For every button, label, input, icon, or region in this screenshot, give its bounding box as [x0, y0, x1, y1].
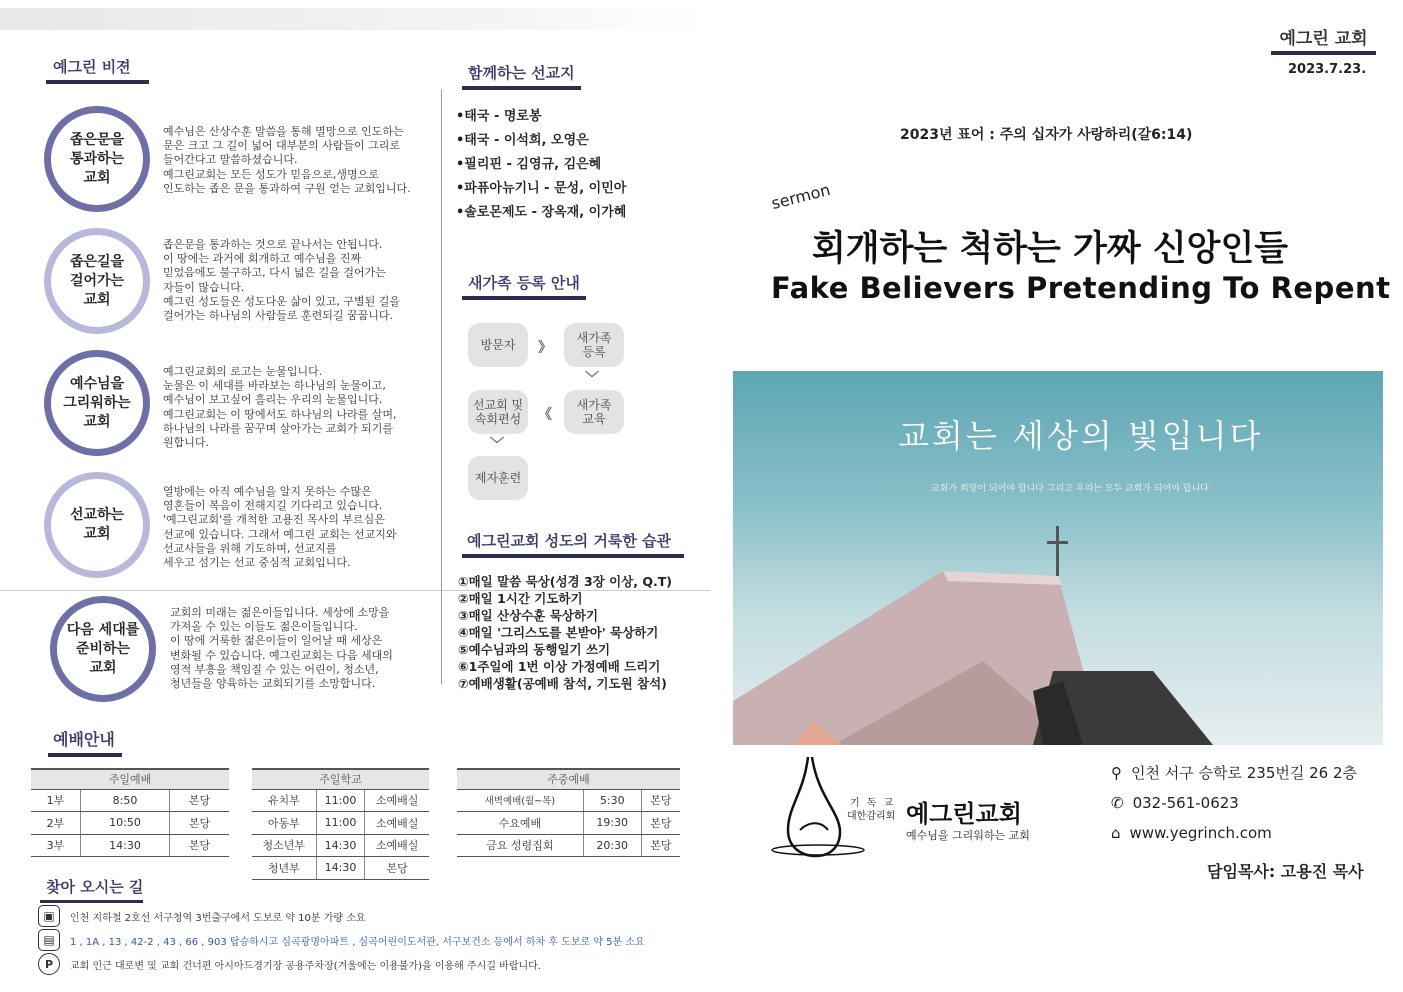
vision-text-1: 예수님은 산상수훈 말씀을 통해 멸망으로 인도하는 문은 크고 그 길이 넓어 대부분의 사람들이 그리로 들어간다고 말씀하셨습니다. 예그린교회는 모든 성도가 믿음으로,생명으로 인도하는 좁은 문을 통과하여 구원 얻는 교회입니다. [163, 125, 411, 195]
table-row: 유치부 11:00 소예배실 [252, 789, 429, 812]
address: 인천 서구 승학로 235번길 26 2층 [1131, 764, 1358, 782]
mission-item: •솔로몬제도 - 장옥재, 이가혜 [456, 205, 627, 220]
step-visitor: 방문자 [468, 323, 528, 367]
subway-icon: ▣ [38, 905, 60, 927]
phone-icon: ✆ [1111, 794, 1124, 812]
address-row [1111, 762, 1357, 783]
mission-item: •파퓨아뉴기니 - 문성, 이민아 [456, 181, 627, 196]
church-tag: 예그린 교회 [1271, 24, 1376, 55]
missions-list [456, 105, 626, 225]
table-row: 2부 10:50 본당 [31, 812, 229, 835]
registration-title: 새가족 등록 안내 [462, 272, 586, 300]
vision-text-3: 예그린교회의 로고는 눈물입니다. 눈물은 이 세대를 바라보는 하나님의 눈물이고, 예수님이 보고싶어 흘리는 우리의 눈물입니다. 예그린교회는 이 땅에서도 하나님의 나라를 살며, 하나님의 나라를 꿈꾸며 살아가는 교회가 되기를 원합니다. [163, 365, 397, 450]
sermon-label: sermon [769, 180, 833, 213]
habit-item: ⑥1주일에 1번 이상 가정예배 드리기 [458, 659, 661, 674]
column-separator [441, 90, 442, 684]
vision-circle-5: 다음 세대를 준비하는 교회 [50, 596, 156, 702]
direction-text: 인천 지하철 2호선 서구청역 3번출구에서 도보로 약 10분 가량 소요 [70, 912, 366, 924]
vision-circle-1: 좁은문을 통과하는 교회 [44, 106, 150, 212]
table-row: 수요예배 19:30 본당 [457, 812, 680, 835]
logo-name: 예그린교회 [906, 800, 1022, 828]
arrow-left: 《 [538, 407, 552, 423]
mission-item: •태국 - 명로봉 [456, 109, 542, 124]
table-header: 주중예배 [457, 769, 680, 789]
table-row: 1부 8:50 본당 [31, 789, 229, 812]
table-header: 주일예배 [31, 769, 229, 789]
arrow-down-1: ﹀ [585, 371, 599, 387]
habit-item: ⑦예배생활(공예배 참석, 기도원 참석) [458, 676, 667, 691]
cover-photo [733, 371, 1383, 745]
worship-table-sunday-school [252, 768, 429, 880]
direction-text: 1 , 1A , 13 , 42-2 , 43 , 66 , 903 탑승하시고 심곡광명아파트 , 심곡어린이도서관, 서구보건소 등에서 하차 후 도보로 약 5분 소요 [70, 936, 645, 948]
habit-item: ②매일 1시간 기도하기 [458, 591, 583, 606]
logo-denomination: 기 독 교 대한감리회 [847, 798, 896, 822]
vision-circle-3: 예수님을 그리워하는 교회 [44, 350, 150, 456]
phone-row [1111, 794, 1239, 812]
sermon-title-en: Fake Believers Pretending To Repent [771, 271, 1391, 305]
direction-bus [38, 929, 645, 951]
vision-title: 예그린 비젼 [46, 56, 149, 84]
directions-title: 찾아 오시는 길 [40, 876, 143, 903]
logo-slogan: 예수님을 그리워하는 교회 [906, 829, 1030, 842]
habit-item: ⑤예수님과의 동행일기 쓰기 [458, 642, 611, 657]
direction-subway [38, 905, 366, 927]
worship-table-weekday [457, 768, 680, 857]
missions-title: 함께하는 선교지 [462, 62, 581, 90]
table-row: 아동부 11:00 소예배실 [252, 812, 429, 835]
vision-circle-4: 선교하는 교회 [44, 472, 150, 578]
mission-item: •태국 - 이석희, 오영은 [456, 133, 589, 148]
pastor: 담임목사: 고용진 목사 [1207, 862, 1364, 881]
table-row: 새벽예배(월~목) 5:30 본당 [457, 789, 680, 812]
worship-title: 예배안내 [48, 727, 122, 757]
table-header: 주일학교 [252, 769, 429, 789]
step-register: 새가족 등록 [564, 323, 624, 367]
photo-headline: 교회는 세상의 빛입니다 [898, 417, 1264, 455]
arrow-down-2: ﹀ [490, 437, 504, 453]
vision-text-5: 교회의 미래는 젊은이들입니다. 세상에 소망을 가져올 수 있는 이들도 젊은이들입니다. 이 땅에 거룩한 젊은이들이 일어날 때 세상은 변화될 수 있습니다. 예그린교회는 다음 세대의 영적 부흥을 책임질 수 있는 어린이, 청소년, 청년들을 양육하는 교회되기를 소망합니다. [170, 606, 393, 691]
website-row [1111, 824, 1272, 842]
table-row: 청소년부 14:30 소예배실 [252, 834, 429, 857]
habit-item: ④매일 '그리스도를 본받아' 묵상하기 [458, 625, 659, 640]
home-icon: ⌂ [1111, 824, 1121, 842]
habits-list [458, 573, 672, 692]
vision-text-2: 좁은문을 통과하는 것으로 끝나서는 안됩니다. 이 땅에는 과거에 회개하고 예수님을 진짜 믿었음에도 불구하고, 다시 넓은 길을 걸어가는 자들이 많습니다. 예그린 성도들은 성도다운 삶이 있고, 구별된 길을 걸어가는 하나님의 사람들로 훈련되길 꿈꿉니다. [163, 238, 400, 323]
sermon-title-ko: 회개하는 척하는 가짜 신앙인들 [812, 229, 1289, 269]
annual-motto: 2023년 표어 : 주의 십자가 사랑하리(갈6:14) [900, 127, 1193, 143]
table-row: 청년부 14:30 본당 [252, 857, 429, 880]
location-pin-icon: ⚲ [1111, 763, 1122, 782]
worship-table-sunday [31, 768, 229, 857]
parking-icon: P [38, 953, 60, 975]
vision-circle-2: 좁은길을 걸어가는 교회 [44, 228, 150, 334]
step-education: 새가족 교육 [564, 390, 624, 434]
table-row: 금요 성령집회 20:30 본당 [457, 834, 680, 857]
date: 2023.7.23. [1288, 62, 1367, 77]
photo-subline: 교회가 희망이 되어야 합니다 그리고 우리는 모두 교회가 되어야 합니다 [931, 484, 1209, 494]
phone: 032-561-0623 [1132, 794, 1239, 812]
mission-item: •필리핀 - 김영규, 김은혜 [456, 157, 602, 172]
arrow-right: 》 [538, 340, 552, 356]
habit-item: ①매일 말씀 묵상(성경 3장 이상, Q.T) [458, 574, 672, 589]
top-shade [0, 8, 700, 30]
direction-parking [38, 953, 541, 975]
bus-icon: ▤ [38, 929, 60, 951]
habit-item: ③매일 산상수훈 묵상하기 [458, 608, 599, 623]
direction-text: 교회 인근 대로변 및 교회 건너편 아시아드경기장 공용주차장(겨울에는 이용불가)을 이용해 주시길 바랍니다. [70, 960, 541, 972]
website[interactable]: www.yegrinch.com [1129, 824, 1272, 842]
step-discipleship: 제자훈련 [468, 456, 528, 500]
table-row: 3부 14:30 본당 [31, 834, 229, 857]
step-assign: 선교회 및 속회편성 [468, 390, 528, 434]
vision-text-4: 열방에는 아직 예수님을 알지 못하는 수많은 영혼들이 복음이 전해지길 기다리고 있습니다. '예그린교회'를 개척한 고용진 목사의 부르심은 선교에 있습니다. 그래서 예그린 교회는 선교지와 선교사들을 위해 기도하며, 선교지를 세우고 섬기는 선교 중심적 교회입니다. [163, 485, 397, 570]
habits-title: 예그린교회 성도의 거룩한 습관 [462, 530, 684, 558]
